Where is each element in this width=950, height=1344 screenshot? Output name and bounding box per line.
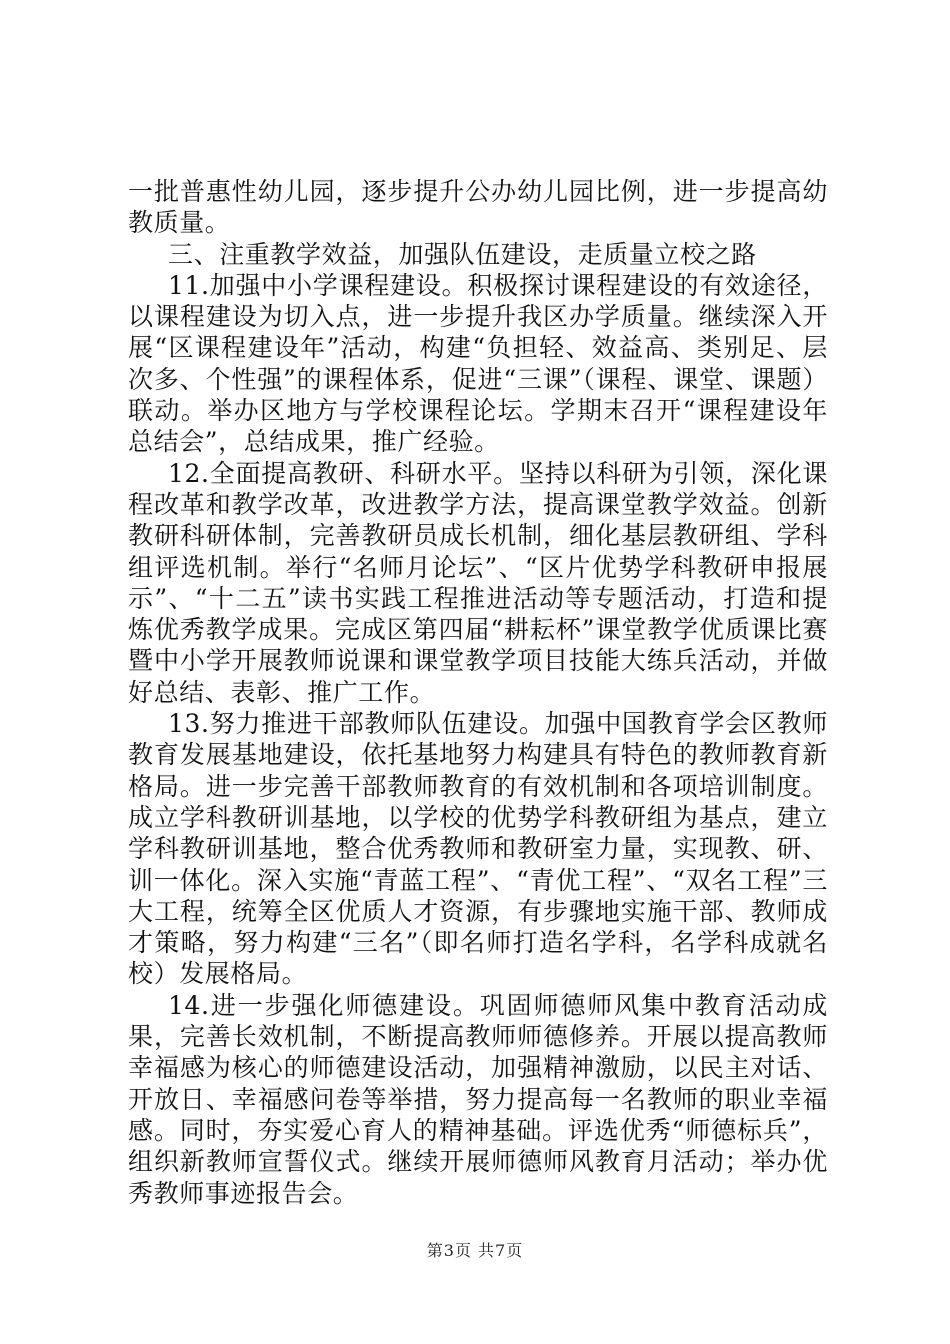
paragraph-kindergarten-continuation: 一批普惠性幼儿园，逐步提升公办幼儿园比例，进一步提高幼教质量。 [128,177,828,238]
section-heading-three: 三、注重教学效益，加强队伍建设，走质量立校之路 [168,239,757,269]
paragraph-item-12: 12.全面提高教研、科研水平。坚持以科研为引领，深化课程改革和教学改革，改进教学方法，提高课堂教学效益。创新教研科研体制，完善教研员成长机制，细化基层教研组、学科组评选机制。举行“名师月论坛”、“区片优势学科教研申报展示”、“十二五”读书实践工程推进活动等专题活动，打造和提炼优秀教学成果。完成区第四届“耕耘杯”课堂教学优质课比赛暨中小学开展教师说课和课堂教学项目技能大练兵活动，并做好总结、表彰、推广工作。 [128,458,828,707]
paragraph-item-13: 13.努力推进干部教师队伍建设。加强中国教育学会区教师教育发展基地建设，依托基地努力构建具有特色的教师教育新格局。进一步完善干部教师教育的有效机制和各项培训制度。成立学科教研训基地，以学校的优势学科教研组为基点，建立学科教研训基地，整合优秀教师和教研室力量，实现教、研、训一体化。深入实施“青蓝工程”、“青优工程”、“双名工程”三大工程，统筹全区优质人才资源，有步骤地实施干部、教师成才策略，努力构建“三名”（即名师打造名学科，名学科成就名校）发展格局。 [128,709,828,989]
paragraph-item-14: 14.进一步强化师德建设。巩固师德师风集中教育活动成果，完善长效机制，不断提高教师师德修养。开展以提高教师幸福感为核心的师德建设活动，加强精神激励，以民主对话、开放日、幸福感问卷等举措，努力提高每一名教师的职业幸福感。同时，夯实爱心育人的精神基础。评选优秀“师德标兵”，组织新教师宣誓仪式。继续开展师德师风教育月活动；举办优秀教师事迹报告会。 [128,990,828,1208]
page-number-footer: 第3页 共7页 [426,1241,524,1260]
paragraph-item-11: 11.加强中小学课程建设。积极探讨课程建设的有效途径，以课程建设为切入点，进一步提升我区办学质量。继续深入开展“区课程建设年”活动，构建“负担轻、效益高、类别足、层次多、个性强”的课程体系，促进“三课”（课程、课堂、课题）联动。举办区地方与学校课程论坛。学期末召开“课程建设年总结会”，总结成果，推广经验。 [128,270,828,457]
document-body [128,176,828,1209]
